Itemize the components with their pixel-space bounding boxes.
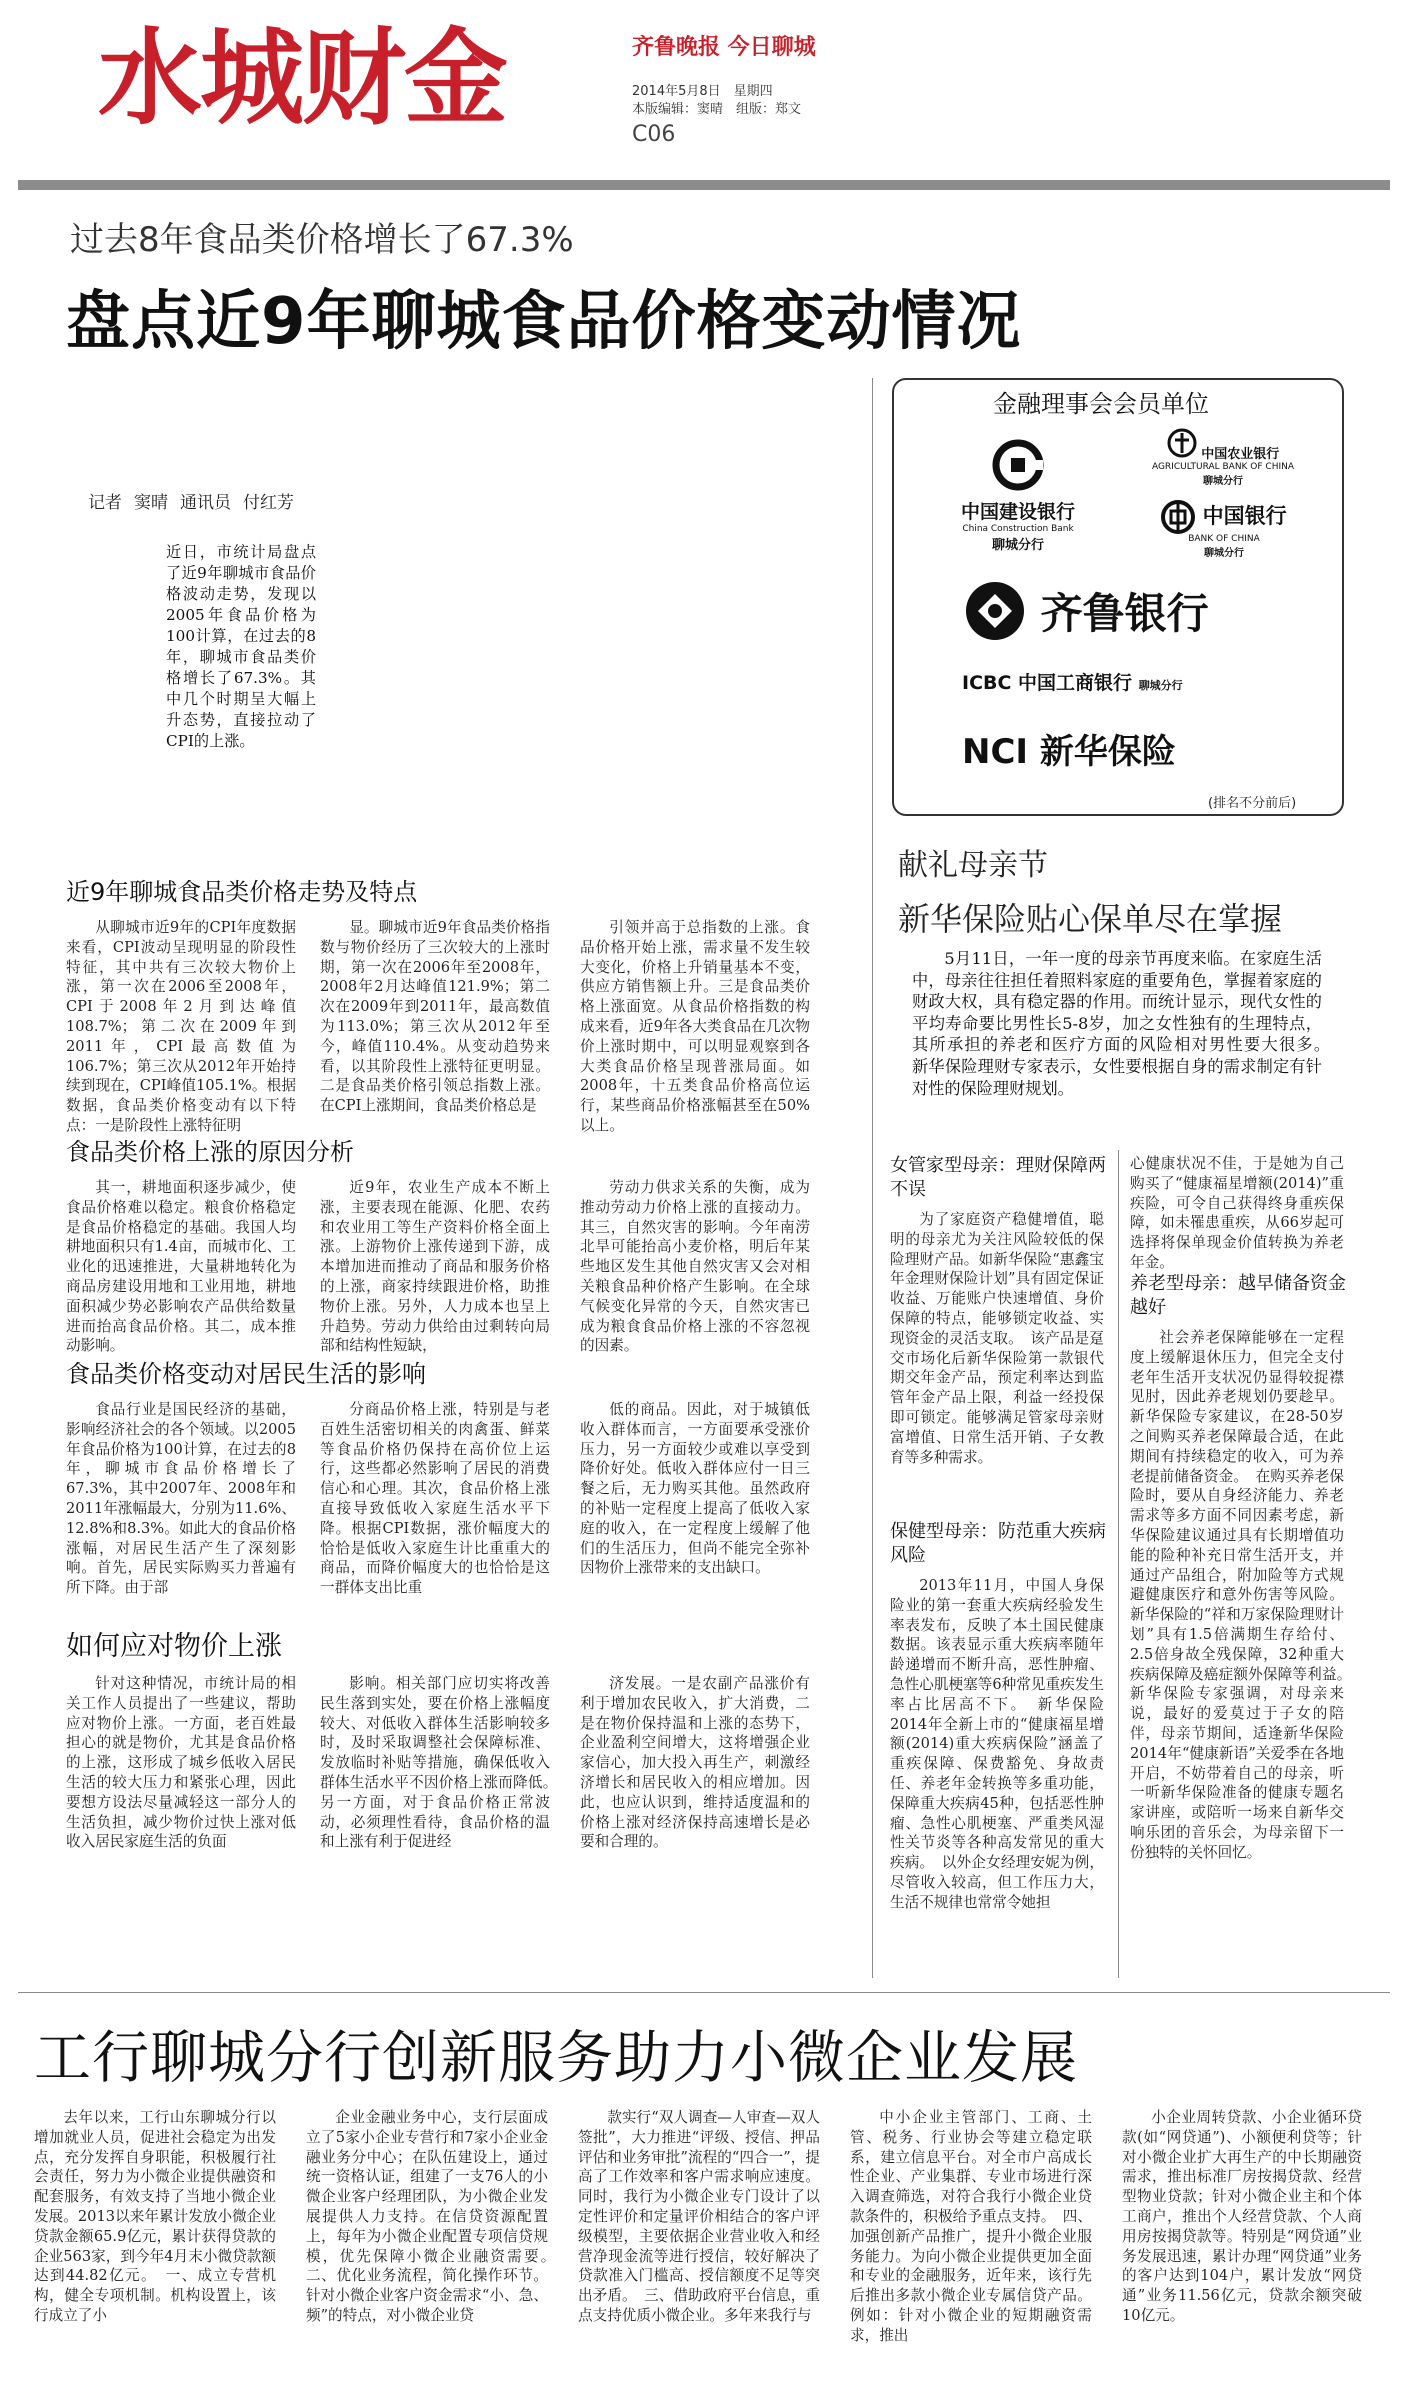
sponsor-title: 金融理事会会员单位: [985, 384, 1217, 419]
bank-ccb-logo: 中国建设银行 China Construction Bank 聊城分行: [928, 438, 1108, 553]
article1-lead: 近日，市统计局盘点了近9年聊城市食品价格波动走势，发现以2005年食品价格为100计算，在过去的8年，聊城市食品类价格增长了67.3%。其中几个时期呈大幅上升态势，直接拉动了CPI的上涨。: [166, 543, 316, 750]
qilu-emblem-icon: [964, 580, 1026, 642]
section-trend-col3: 引领并高于总指数的上涨。食品价格开始上涨，需求量不发生较大变化，价格上升销量基本不变，供应方销售额上升。三是食品类价格上涨面宽。从食品价格指数的构成来看，近9年各大类食品在几次物价上涨时期中，可以明显观察到各大类食品价格呈现普涨局面。如2008年，十五类食品价格高位运行，某些商品价格涨幅甚至在50%以上。: [580, 919, 810, 1134]
byline-reporter-label: 记者: [88, 493, 122, 513]
article2-headline: 新华保险贴心保单尽在掌握: [898, 900, 1283, 938]
section-coping-col2: 影响。相关部门应切实将改善民生落到实处，要在价格上涨幅度较大、对低收入群体生活影响较多时，及时采取调整社会保障标准、发放临时补贴等措施，确保低收入群体生活水平不因价格上涨而降低。 另一方面，对于食品价格正常波动，必须理性看待，食品价格的温和上涨有利于促进经: [320, 1675, 565, 1851]
article2-sub4-text: 社会养老保障能够在一定程度上缓解退休压力，但完全支付老年生活开支状况仍显得较捉襟见肘，因此养老规划仍要趁早。新华保险专家建议，在28-50岁之间购买养老保障最合适，在此期间有持续稳定的收入，可为养老提前储备资金。 在购买养老保险时，要从自身经济能力、养老需求等多方面不同因素考虑，新华保险建议通过具有长期增值功能的险种补充日常生活开支，并通过产品组合，附加险等方式规避健康医疗和意外伤害等风险。新华保险的“祥和万家保险理财计划”具有1.5倍满期生存给付、2.5倍身故全残保障，32种重大疾病保障及癌症额外保障等利益。 新华保险专家强调，对母亲来说，最好的爱莫过于子女的陪伴，母亲节期间，适逢新华保险2014年“健康新语”关爱季在各地开启，不妨带着自己的母亲，听一听新华保险准备的健康专题名家讲座，或陪听一场来自新华交响乐团的音乐会，为母亲留下一份独特的关怀回忆。: [1130, 1329, 1359, 1861]
article2-sub2: 保健型母亲：防范重大疾病风险: [890, 1521, 1106, 1566]
section-title-coping: 如何应对物价上涨: [66, 1631, 282, 1662]
article2-sub2-text: 2013年11月，中国人身保险业的第一套重大疾病经验发生率表发布，反映了本土国民健康数据。该表显示重大疾病率随年龄递增而不断升高，恶性肿瘤、急性心肌梗塞等6种常见重疾发生率占比居高不下。 新华保险2014年全新上市的“健康福星增额(2014)重大疾病保险”涵盖了重疾保障、保费豁免、身故责任、养老年金转换等多重功能，保障重大疾病45种，包括恶性肿瘤、急性心肌梗塞、严重类风湿性关节炎等各种高发常见的重大疾病。 以外企女经理安妮为例，尽管收入较高，但工作压力大，生活不规律也常常令她担: [890, 1577, 1104, 1911]
editors: 本版编辑：窦晴 组版：郑文: [632, 102, 802, 117]
section-impact-col3: 低的商品。因此，对于城镇低收入群体而言，一方面要承受涨价压力，另一方面较少或难以享受到降价好处。低收入群体应付一日三餐之后，无力购买其他。虽然政府的补贴一定程度上提高了低收入家庭的收入，在一定程度上缓解了他们的生活压力，但尚不能完全弥补因物价上涨带来的支出缺口。: [580, 1401, 810, 1577]
section-causes-col1: 其一，耕地面积逐步减少，使食品价格难以稳定。粮食价格稳定是食品价格稳定的基础。我国人均耕地面积只有1.4亩，而城市化、工业化的迅速推进，大量耕地转化为商品房建设用地和工业用地，耕地面积减少势必影响农产品供给数量进而抬高食品价格。其二，成本推动影响。: [66, 1179, 296, 1355]
masthead: 水城财金: [98, 17, 507, 139]
column-divider-right: [1118, 1150, 1119, 1978]
article1-headline: 盘点近9年聊城食品价格变动情况: [66, 285, 1022, 359]
page-number: C06: [632, 122, 676, 147]
article3-col2: 企业金融业务中心，支行层面成立了5家小企业专营行和7家小企业金融业务分中心；在队伍建设上，通过统一资格认证，组建了一支76人的小微企业客户经理团队，为小微企业发展提供人力支持。在信贷资源配置上，每年为小微企业配置专项信贷规模，优先保障小微企业融资需要。 二、优化业务流程，简化操作环节。针对小微企业客户资金需求“小、急、频”的特点，对小微企业贷: [306, 2109, 563, 2324]
section-coping-col3: 济发展。一是农副产品涨价有利于增加农民收入，扩大消费，二是在物价保持温和上涨的态势下，企业盈利空间增大，这将增强企业家信心，加大投入再生产，刺激经济增长和居民收入的相应增加。因此，也应认识到，维持适度温和的价格上涨对经济保持高速增长是必要和合理的。: [580, 1675, 810, 1851]
ccb-emblem-icon: [993, 438, 1043, 492]
article1-byline: [88, 488, 306, 513]
section-impact-col1: 食品行业是国民经济的基础，影响经济社会的各个领域。以2005年食品价格为100计算，在过去的8年，聊城市食品价格增长了67.3%，其中2007年、2008年和2011年涨幅最大，分别为11.6%、12.8%和8.3%。如此大的食品价格涨幅，对居民生活产生了深刻影响。首先，居民实际购买力普遍有所下降。由于部: [66, 1401, 296, 1597]
abc-emblem-icon: [1167, 428, 1197, 458]
section-causes-col2: 近9年，农业生产成本不断上涨，主要表现在能源、化肥、农药和农业用工等生产资料价格全面上涨。上游物价上涨传递到下游，成本增加进而推动了商品和服务价格的上涨，商家持续跟进价格，助推物价上涨。另外，人力成本也呈上升趋势。劳动力供给由过剩转向局部和结构性短缺，: [320, 1179, 550, 1355]
article3-col5: 小企业周转贷款、小企业循环贷款(如“网贷通”)、小额便利贷等；针对小微企业扩大再生产的中长期融资需求，推出标准厂房按揭贷款、经营型物业贷款；针对小微企业主和个体工商户，推出个人经营贷款、个人商用房按揭贷款等。特别是“网贷通”业务发展迅速，累计办理“网贷通”业务的客户达到104户，累计发放“网贷通”业务11.56亿元，贷款余额突破10亿元。: [1122, 2109, 1362, 2324]
article2-sub3-text: 心健康状况不佳，于是她为自己购买了“健康福星增额(2014)”重疾险，可令自己获得终身重疾保障，如未罹患重疾，从66岁起可选择将保单现金价值转换为养老年金。: [1130, 1155, 1344, 1271]
article2-sub1: 女管家型母亲：理财保障两不误: [890, 1155, 1106, 1200]
article3-rule: [18, 1992, 1390, 1993]
boc-emblem-icon: [1161, 500, 1195, 534]
section-trend-col2: 显。聊城市近9年食品类价格指数与物价经历了三次较大的上涨时期，第一次在2006年至2008年，2008年2月达峰值121.9%；第二次在2009年到2011年，最高数值为113.0%；第三次从2012年至今，峰值110.4%。从变动趋势来看，以其阶段性上涨特征更明显。二是食品类价格引领总指数上涨。在CPI上涨期间，食品类价格总是: [320, 919, 550, 1115]
bank-abc-logo: 中国农业银行 AGRICULTURAL BANK OF CHINA 聊城分行: [1128, 428, 1318, 487]
article3-headline: 工行聊城分行创新服务助力小微企业发展: [34, 2025, 1078, 2091]
article3-col3: 款实行“双人调查—人审查—双人签批”，大力推进“评级、授信、押品评估和业务审批”流程的“四合一”，提高了工作效率和客户需求响应速度。同时，我行为小微企业专门设计了以定性评价和定量评价相结合的客户评级模型，主要依据企业营业收入和经营净现金流等进行授信，较好解决了贷款准入门槛高、授信额度不足等突出矛盾。 三、借助政府平台信息，重点支持优质小微企业。多年来我行与: [578, 2109, 820, 2324]
section-coping-col1: 针对这种情况，市统计局的相关工作人员提出了一些建议，帮助应对物价上涨。一方面，老百姓最担心的就是物价，尤其是食品价格的上涨，这形成了城乡低收入居民生活的较大压力和紧张心理，因此要想方设法尽量减轻这一部分人的生活负担，减少物价过快上涨对低收入居民家庭生活的负面: [66, 1675, 296, 1851]
byline-reporter: 窦晴: [134, 493, 168, 513]
issue-date: 2014年5月8日 星期四: [632, 84, 773, 99]
article3-col1: 去年以来，工行山东聊城分行以增加就业人员，促进社会稳定为出发点，充分发挥自身职能，积极履行社会责任，努力为小微企业提供融资和配套服务，有效支持了当地小微企业发展。2013以来年累计发放小微企业贷款金额65.9亿元，累计获得贷款的企业563家，到今年4月末小微贷款额达到44.82亿元。 一、成立专营机构，健全专项机制。机构设置上，该行成立了小: [34, 2109, 276, 2324]
sponsor-note: (排名不分前后): [1208, 796, 1297, 811]
column-divider: [872, 378, 873, 1978]
bank-boc-logo: 中国银行 BANK OF CHINA 聊城分行: [1124, 500, 1324, 559]
section-title-trend: 近9年聊城食品类价格走势及特点: [66, 878, 418, 906]
article2-kicker: 献礼母亲节: [898, 848, 1048, 883]
section-trend-col1: 从聊城市近9年的CPI年度数据来看，CPI波动呈现明显的阶段性特征，其中共有三次较大物价上涨，第一次在2006至2008年，CPI于2008年2月到达峰值108.7%；第二次在2009年到2011年，CPI最高数值为106.7%；第三次从2012年开始持续到现在，CPI峰值105.1%。根据数据，食品类价格变动有以下特点：一是阶段性上涨特征明: [66, 919, 296, 1134]
article2-sub4: 养老型母亲：越早储备资金越好: [1130, 1273, 1346, 1318]
article1-subheadline: 过去8年食品类价格增长了67.3%: [70, 220, 574, 260]
bank-icbc-logo: ICBC 中国工商银行 聊城分行: [962, 672, 1183, 694]
article2-sub1-text: 为了家庭资产稳健增值，聪明的母亲尤为关注风险较低的保险理财产品。如新华保险“惠鑫宝年金理财保险计划”具有固定保证收益、万能账户快速增值、身价保障的特点，能够锁定收益、实现资金的灵活支取。 该产品是趸交市场化后新华保险第一款银代期交年金产品，预定利率达到监管年金产品上限，利益一经投保即可锁定。能够满足管家母亲财富增值、日常生活开销、子女教育等多种需求。: [890, 1211, 1104, 1466]
section-impact-col2: 分商品价格上涨，特别是与老百姓生活密切相关的肉禽蛋、鲜菜等食品价格仍保持在高价位上运行，这些都必然影响了居民的消费信心和心理。其次，食品价格上涨直接导致低收入家庭生活水平下降。根据CPI数据，涨价幅度大的恰恰是低收入家庭生计比重重大的商品，而降价幅度大的也恰恰是这一群体支出比重: [320, 1401, 550, 1597]
section-title-impact: 食品类价格变动对居民生活的影响: [66, 1360, 426, 1388]
byline-correspondent: 付红芳: [243, 493, 294, 513]
byline-correspondent-label: 通讯员: [180, 493, 231, 513]
section-causes-col3: 劳动力供求关系的失衡，成为推动劳动力价格上涨的直接动力。其三，自然灾害的影响。今年南涝北旱可能抬高小麦价格，明后年某些地区发生其他自然灾害又会对相关粮食品种价格产生影响。在全球气候变化异常的今天，自然灾害已成为粮食食品价格上涨的不容忽视的因素。: [580, 1179, 810, 1355]
insurer-nci-logo: NCI 新华保险: [962, 732, 1176, 772]
paper-name: 齐鲁晚报 今日聊城: [632, 35, 816, 60]
article2-intro: 5月11日，一年一度的母亲节再度来临。在家庭生活中，母亲往往担任着照料家庭的重要角色，掌握着家庭的财政大权，具有稳定器的作用。而统计显示，现代女性的平均寿命要比男性长5-8岁，加之女性独有的生理特点，其所承担的养老和医疗方面的风险相对男性要大很多。 新华保险理财专家表示，女性要根据自身的需求制定有针对性的保险理财规划。: [912, 949, 1339, 1098]
article3-col4: 中小企业主管部门、工商、土管、税务、行业协会等建立稳定联系，建立信息平台。对全市户高成长性企业、产业集群、专业市场进行深入调查筛选，对符合我行小微企业贷款条件的，积极给予重点支持。 四、加强创新产品推广，提升小微企业服务能力。为向小微企业提供更加全面和专业的金融服务，近年来，该行先后推出多款小微企业专属信贷产品。例如：针对小微企业的短期融资需求，推出: [850, 2109, 1092, 2344]
bank-qilu-logo: 齐鲁银行: [964, 580, 1294, 642]
section-title-causes: 食品类价格上涨的原因分析: [66, 1138, 354, 1166]
header-rule: [18, 180, 1390, 190]
